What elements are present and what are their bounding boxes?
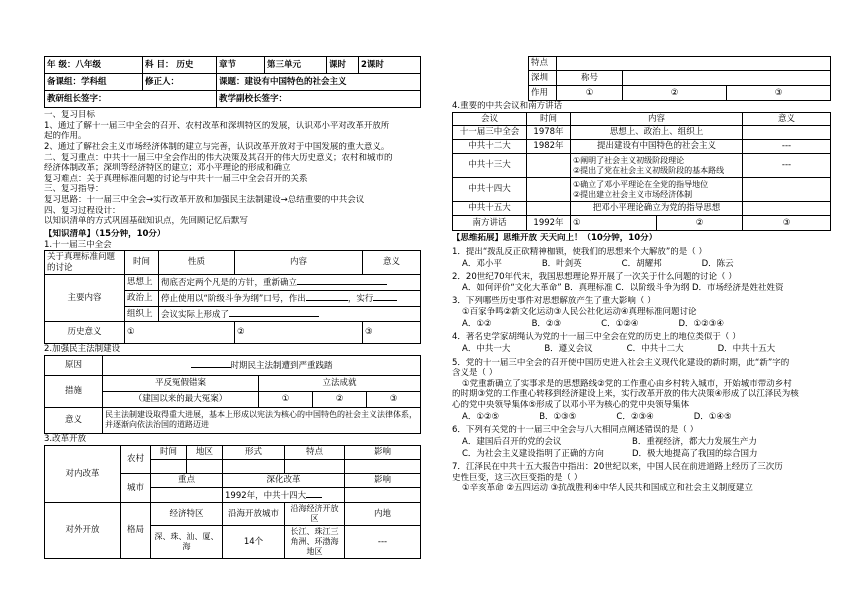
option: C．②③④ — [616, 411, 654, 422]
question-6-options-row1 — [452, 437, 830, 448]
group-cell: 备课组：学科组 — [45, 74, 143, 91]
cause-text — [103, 355, 421, 375]
option: B．叶剑英 — [541, 258, 582, 269]
rural-col-feature: 特点 — [285, 445, 345, 459]
option: B．①③⑤ — [539, 411, 577, 422]
rural-col-time: 时间 — [151, 445, 187, 459]
organization-text — [159, 306, 421, 322]
meeting-time — [527, 178, 571, 202]
coastal-city-text: 14个 — [223, 526, 285, 559]
chapter-label: 章节 — [217, 57, 265, 74]
meeting-content: ①确立了邓小平理论在全党的指导地位 ②提出建立社会主义市场经济体制 — [571, 178, 743, 202]
meeting-name: 十一届三中全会 — [453, 126, 527, 140]
law-3: ③ — [367, 391, 421, 407]
col-time: 时间 — [125, 251, 159, 275]
meetings-title: 4.重要的中共会议和南方讲话 — [452, 101, 563, 111]
goals-line: 经济体制改革；深圳等经济特区的建立；邓小平理论的形成和确立 — [44, 163, 291, 174]
editor-cell: 修正人： — [143, 74, 217, 91]
politics-tail: ，实行 — [347, 294, 374, 304]
meeting-meaning — [743, 202, 831, 216]
goals-line: 复习难点：关于真理标准问题的讨论与中共十一届三中全会召开的关系 — [44, 173, 308, 184]
option: B．重视经济，都大力发展生产力 — [632, 436, 757, 447]
meeting-content: 思想上、政治上、组织上 — [571, 126, 743, 140]
option: B．遵义会议 — [544, 343, 593, 354]
col-content: 内容 — [235, 251, 363, 275]
organization-text-value: 会议实际上形成了 — [161, 309, 230, 320]
col-nature: 性质 — [159, 251, 235, 275]
rehabilitation-note: （建国以来的最大冤案） — [103, 391, 259, 407]
option: D．中共十五大 — [717, 343, 776, 354]
main-content-label: 主要内容 — [45, 275, 125, 322]
shenzhen-table — [528, 56, 831, 101]
south-tour-2: ② — [657, 216, 743, 231]
goals-line: 1、通过了解十一届三中全会的召开、农村改革和深圳特区的发展，认识邓小平对改革开放所 — [44, 120, 390, 131]
option: A．①②⑤ — [462, 411, 500, 422]
rural-feature-cell — [285, 459, 345, 473]
meeting-meaning: --- — [743, 154, 831, 178]
rural-col-form: 形式 — [223, 445, 285, 459]
cause-label: 原因 — [45, 355, 103, 375]
section3-title: 3.改革开放 — [44, 433, 87, 444]
goals-title: 一、复习目标 — [44, 110, 96, 120]
city-effect-header: 影响 — [345, 473, 421, 487]
question-5: 5．党的十一届三中全会的召开使中国历史进入社会主义现代化建设的新时期，此“新”字的 — [452, 357, 790, 368]
politics-label: 政治上 — [125, 291, 159, 307]
option: D．①④⑤ — [693, 411, 732, 422]
option: A．①② — [462, 318, 492, 329]
rural-label: 农村 — [121, 445, 151, 473]
meeting-time — [527, 202, 571, 216]
leader-sign-cell: 教研组长签字： — [45, 91, 217, 108]
coastal-city-label: 沿海开放城市 — [223, 503, 285, 526]
plenum-table — [44, 250, 421, 344]
goals-line: 以知识清单的方式巩固基础知识点，先回顾记忆后默写 — [44, 216, 249, 227]
ideology-label: 思想上 — [125, 275, 159, 291]
col-meeting-time: 时间 — [527, 112, 571, 126]
period-label: 课时 — [327, 57, 359, 74]
question-6-options-row2 — [452, 449, 830, 460]
measures-label: 措施 — [45, 375, 103, 407]
meeting-time — [527, 154, 571, 178]
shenzhen-label: 深圳 — [529, 71, 557, 86]
feature-label: 特点 — [529, 57, 557, 71]
meetings-table — [452, 112, 831, 232]
principal-sign-cell: 教学副校长签字： — [217, 91, 421, 108]
rural-col-effect: 影响 — [345, 445, 421, 459]
politics-text — [159, 291, 421, 307]
politics-text-value: 停止使用以“阶级斗争为纲”口号，作出 — [161, 294, 306, 304]
legal-meaning-text: 民主法制建设取得重大进展，基本上形成以宪法为核心的中国特色的社会主义法律体系，并逐渐向依法治国的道路迈进 — [103, 407, 421, 433]
question-3-options — [452, 319, 830, 330]
question-7-line: 史性巨变，这三次巨变指的是（ ） — [452, 472, 583, 483]
question-7-items: ①辛亥革命 ②五四运动 ③抗战胜利④中华人民共和国成立和社会主义制度建立 — [462, 483, 753, 494]
meeting-content: ①阐明了社会主义初级阶段理论 ②提出了党在社会主义初级阶段的基本路线 — [571, 154, 743, 178]
meeting-name: 中共十四大 — [453, 178, 527, 202]
grade-cell: 年 级：八年级 — [45, 57, 143, 74]
question-6: 6．下列有关党的十一届三中全会与八大相同点阐述错误的是（ ） — [452, 425, 699, 436]
reform-table — [44, 445, 421, 560]
blank-line — [297, 276, 387, 285]
legal-table — [44, 355, 421, 434]
review-goals — [44, 110, 420, 227]
meeting-content: 提出建设有中国特色的社会主义 — [571, 140, 743, 154]
section2-title: 2.加强民主法制建设 — [44, 344, 121, 355]
sez-label: 经济特区 — [151, 503, 223, 526]
question-5-line: 心的党中央领导集体⑤形成了以邓小平为核心的党中央领导集体 — [452, 400, 690, 410]
col-meeting: 会议 — [453, 112, 527, 126]
deepen-text-value: 1992年，中共十四大 — [225, 490, 307, 501]
meeting-content: 把邓小平理论确立为党的指导思想 — [571, 202, 743, 216]
left-column — [44, 56, 420, 559]
inland-label: 内地 — [345, 503, 421, 526]
law-2: ② — [313, 391, 367, 407]
south-tour-1: ① — [571, 216, 657, 231]
option: D．①②③④ — [678, 318, 724, 329]
blank-line — [191, 359, 231, 368]
question-4: 4．著名史学家胡绳认为党的十一届三中全会在党的历史上的地位类似于（ ） — [452, 332, 741, 343]
chapter-value: 第三单元 — [265, 57, 327, 74]
meaning-3: ③ — [363, 322, 421, 344]
historical-meaning-label: 历史意义 — [45, 322, 125, 344]
question-5-line: ①党重新确立了实事求是的思想路线②党的工作重心由乡村转入城市，开始城市带动乡村 — [462, 378, 792, 389]
option: A．建国后召开的党的会议 — [462, 436, 562, 447]
header-table — [44, 56, 421, 108]
col-meeting-content: 内容 — [571, 112, 743, 126]
meeting-time: 1978年 — [527, 126, 571, 140]
practice-title: 【思维拓展】思维开放 天天向上！（10分钟，10分） — [452, 233, 658, 244]
rural-form-cell — [223, 459, 285, 473]
question-3-items: ①百家争鸣②新文化运动③人民公社化运动④真理标准问题讨论 — [462, 307, 697, 317]
col-meeting-meaning: 意义 — [743, 112, 831, 126]
question-2-options: A．如何评价“文化大革命” B．真理标准 C．以阶级斗争为纲 D．市场经济是姓社姓资 — [462, 282, 784, 293]
meeting-meaning — [743, 178, 831, 202]
blank-line — [306, 292, 348, 301]
ideology-text — [159, 275, 421, 291]
internal-reform-label: 对内改革 — [45, 445, 121, 503]
city-effect-cell — [345, 487, 421, 503]
meaning-2: ② — [235, 322, 363, 344]
feature-cell — [557, 57, 831, 71]
option: C．①②④ — [601, 318, 639, 329]
subject-cell: 科 目： 历史 — [143, 57, 217, 74]
city-label: 城市 — [121, 473, 151, 503]
deepen-label: 深化改革 — [223, 473, 345, 487]
meeting-name: 中共十二大 — [453, 140, 527, 154]
option: A．邓小平 — [462, 258, 502, 269]
truth-debate-label: 关于真理标准问题的讨论 — [45, 251, 125, 275]
title-cell — [623, 71, 831, 86]
option: D．极大地提高了我国的综合国力 — [632, 448, 758, 459]
rehabilitation-label: 平反冤假错案 — [103, 375, 259, 391]
coastal-zone-text: 长江、珠江三角洲、环渤海地区 — [285, 526, 345, 559]
question-4-options — [452, 344, 830, 355]
practice-section — [452, 233, 830, 494]
option: D．陈云 — [701, 258, 734, 269]
meeting-time: 1982年 — [527, 140, 571, 154]
question-5-line: 的时期③党的工作重心转移到经济建设上来，实行改革开放的伟大决策④形成了以江泽民为核 — [452, 389, 799, 400]
blank-line — [229, 308, 319, 317]
ideology-text-value: 彻底否定两个凡是的方针，重新确立 — [161, 278, 298, 289]
goals-line: 二、复习重点：中共十一届三中全会作出的伟大决策及其召开的伟大历史意义；农村和城市的 — [44, 152, 393, 163]
question-7: 7．江泽民在中共十五大报告中指出：20世纪以来，中国人民在前进道路上经历了三次历 — [452, 462, 783, 473]
legal-meaning-label: 意义 — [45, 407, 103, 433]
sez-text: 深、珠、汕、厦、海 — [151, 526, 223, 559]
organization-label: 组织上 — [125, 306, 159, 322]
option: C．为社会主义建设指明了正确的方向 — [462, 448, 604, 459]
goals-line: 2、通过了解社会主义市场经济体制的建立与完善，认识改革开放对于中国发展的重大意义。 — [44, 141, 390, 152]
option: C．中共十二大 — [626, 343, 684, 354]
section1-title: 1.十一届三中全会 — [44, 239, 112, 250]
cause-text-value: 时期民主法制遭到严重践踏 — [230, 361, 333, 372]
south-tour-name: 南方讲话 — [453, 216, 527, 231]
meeting-meaning: --- — [743, 140, 831, 154]
option: C．胡耀邦 — [621, 258, 662, 269]
goals-line: 起的作用。 — [44, 131, 87, 142]
opening-up-label: 对外开放 — [45, 503, 121, 559]
rural-time-cell — [151, 459, 187, 473]
goals-line: 复习思路：十一届三中全会→实行改革开放和加强民主法制建设→总结重要的中共会议 — [44, 195, 365, 205]
inland-text: --- — [345, 526, 421, 559]
period-value: 2课时 — [359, 57, 421, 74]
meeting-name: 中共十五大 — [453, 202, 527, 216]
pattern-label: 格局 — [121, 503, 151, 559]
effect-2: ② — [623, 86, 727, 101]
deepen-text — [223, 487, 345, 503]
question-1-options — [452, 259, 830, 270]
rural-effect-cell — [345, 459, 421, 473]
question-2: 2．20世纪70年代末，我国思想理论界开展了一次关于什么问题的讨论（ ） — [452, 272, 737, 283]
meaning-1: ① — [125, 322, 235, 344]
rural-area-cell — [187, 459, 223, 473]
checklist-title: 【知识清单】（15分钟，10分） — [44, 228, 166, 239]
goals-line: 三、复习指导： — [44, 184, 104, 195]
coastal-zone-label: 沿海经济开放区 — [285, 503, 345, 526]
goals-line: 四、复习过程设计： — [44, 205, 121, 216]
question-1: 1．提出“拨乱反正砍精神枷锁，使我们的思想来个大解放”的是（ ） — [452, 246, 707, 257]
south-tour-3: ③ — [743, 216, 831, 231]
focus-cell — [151, 487, 223, 503]
question-3: 3．下列哪些历史事件对思想解放产生了重大影响（ ） — [452, 296, 656, 307]
focus-label: 重点 — [151, 473, 223, 487]
question-5-options — [452, 412, 830, 423]
effect-1: ① — [557, 86, 623, 101]
option: B．②③ — [531, 318, 562, 329]
effect-3: ③ — [727, 86, 831, 101]
legislation-label: 立法成就 — [259, 375, 421, 391]
meeting-name: 中共十三大 — [453, 154, 527, 178]
meeting-meaning — [743, 126, 831, 140]
rural-col-area: 地区 — [187, 445, 223, 459]
col-meaning: 意义 — [363, 251, 421, 275]
option: A．中共一大 — [462, 343, 511, 354]
blank-line — [306, 489, 322, 498]
effect-label: 作用 — [529, 86, 557, 101]
blank-line — [373, 292, 397, 301]
law-1: ① — [259, 391, 313, 407]
title-label: 称号 — [557, 71, 623, 86]
question-5-line: 含义是（ ） — [452, 368, 498, 379]
topic-cell: 课题：建设有中国特色的社会主义 — [217, 74, 421, 91]
right-column — [452, 56, 830, 494]
south-tour-time: 1992年 — [527, 216, 571, 231]
